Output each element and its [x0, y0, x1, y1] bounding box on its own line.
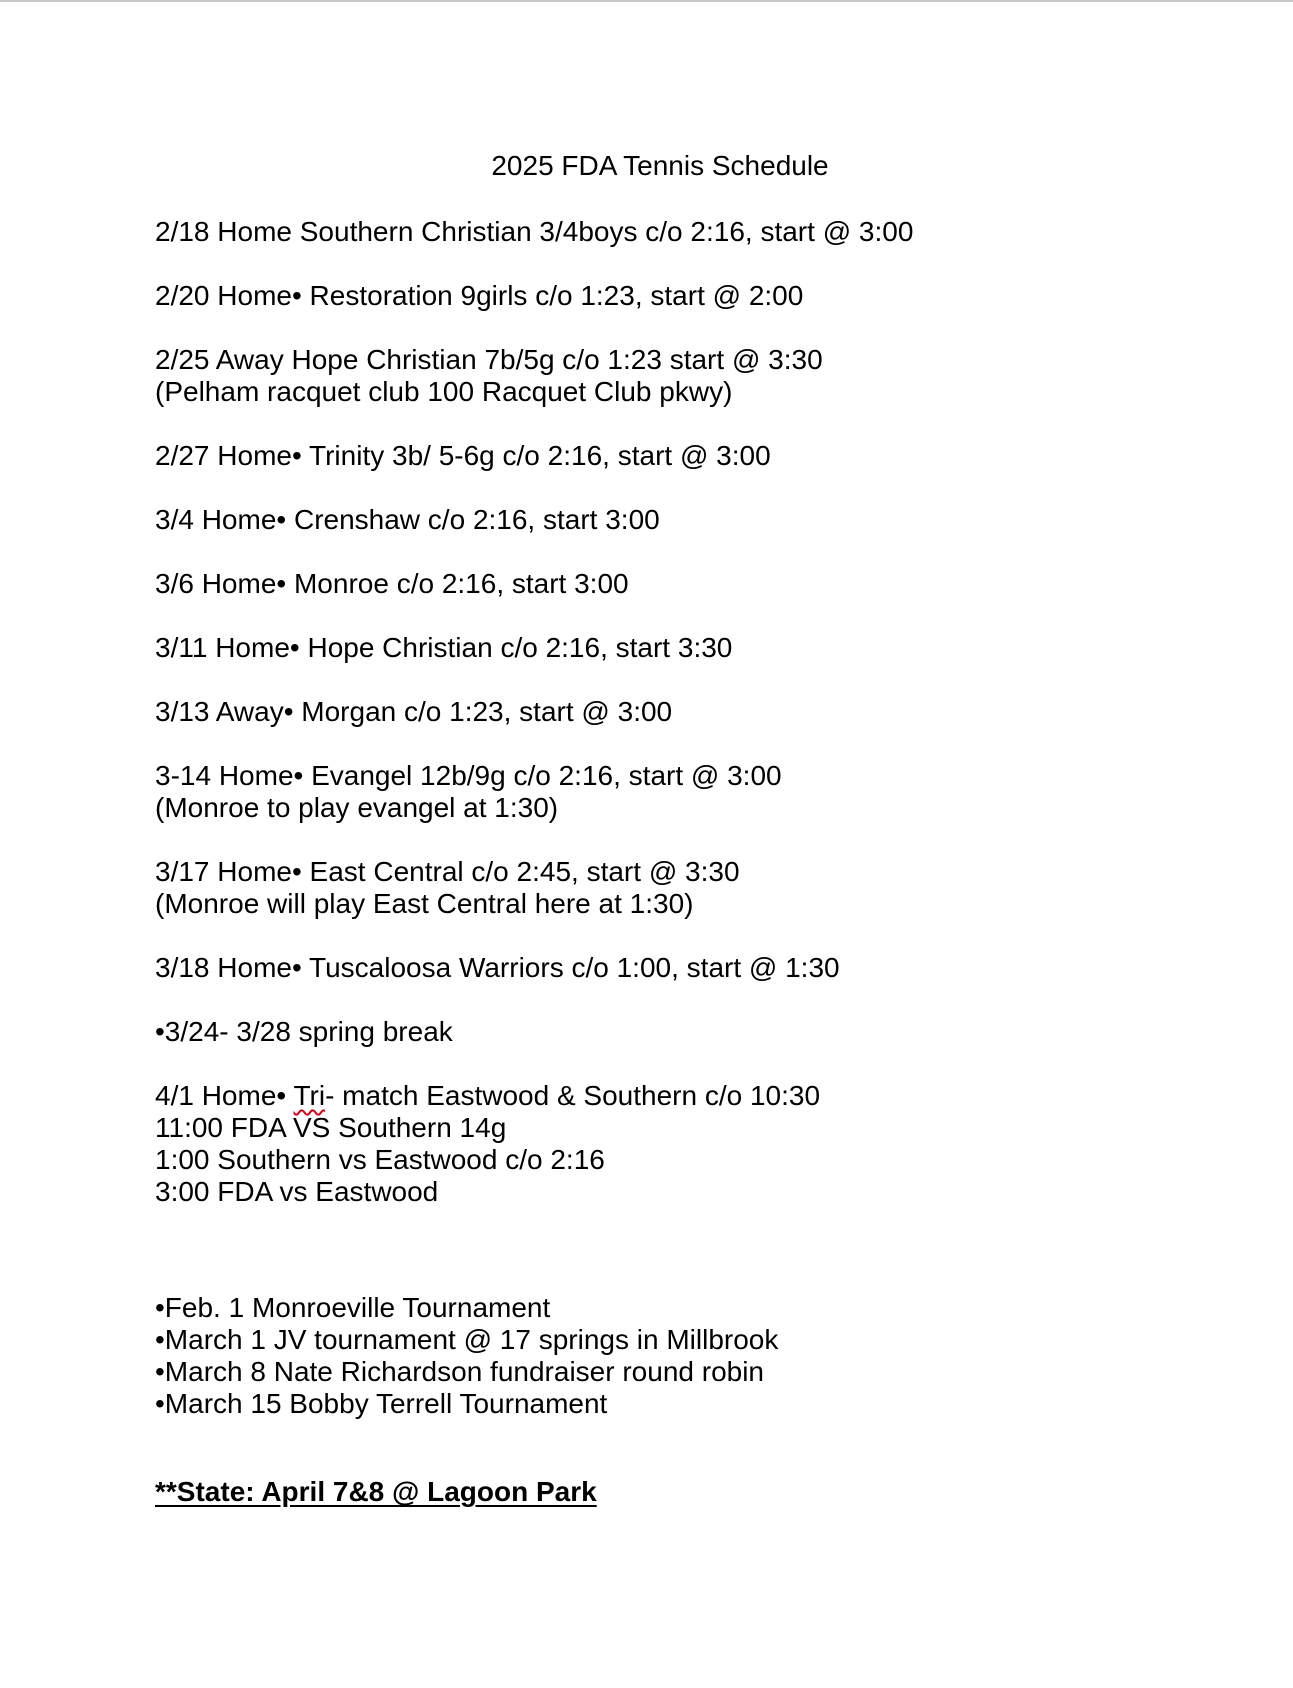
- document-page: 2025 FDA Tennis Schedule 2/18 Home Southern Christian 3/4boys c/o 2:16, start @ 3:00 2/20 Home• Restoration 9girls c/o 1:23, start @ 2:00 2/25 Away Hope Christian 7b/5g c/o 1:23 start @ 3:30 (Pelham racquet club 100 Racquet Club pkwy) 2/27 Home• Trinity 3b/ 5-6g c/o 2:16, start @ 3:00 3/4 Home• Crenshaw c/o 2:16, start 3:00 3/6 Home• Monroe c/o 2:16, start 3:00 3/11 Home• Hope Christian c/o 2:16, start 3:30 3/13 Away• Morgan c/o 1:23, start @ 3:00 3-14 Home• Evangel 12b/9g c/o 2:16, start @ 3:00 (Monroe to play evangel at 1:30) 3/17 Home• East Central c/o 2:45, start @ 3:30 (Monroe will play East Central here at 1:30) 3/18 Home• Tuscaloosa Warriors c/o 1:00, start @ 1:30 •3/24- 3/28 spring break 4/1 Home• Tri- match Eastwood & Southern c/o 10:30 11:00 FDA VS Southern 14g 1:00 Southern vs Eastwood c/o 2:16 3:00 FDA vs Eastwood •Feb. 1 Monroeville Tournament •March 1 JV tournament @ 17 springs in Millbrook •March 8 Nate Richardson fundraiser round robin •March 15 Bobby Terrell Tournament **State: April 7&8 @ Lagoon Park: [155, 150, 1155, 1508]
- tri-match-line: 3:00 FDA vs Eastwood: [155, 1176, 439, 1207]
- schedule-entry: [155, 1016, 1155, 1048]
- entry-line: 2/27 Home• Trinity 3b/ 5-6g c/o 2:16, start @ 3:00: [155, 440, 771, 471]
- tri-match-header: 4/1 Home• Tri- match Eastwood & Southern c/o 10:30: [155, 1080, 821, 1111]
- entry-line: 3/18 Home• Tuscaloosa Warriors c/o 1:00, start @ 1:30: [155, 952, 840, 983]
- match-list: [155, 216, 1155, 1208]
- top-border: [0, 0, 1293, 2]
- schedule-entry: [155, 344, 1155, 408]
- schedule-entry: [155, 216, 1155, 248]
- schedule-entry: [155, 760, 1155, 824]
- event-item: •Feb. 1 Monroeville Tournament: [155, 1292, 551, 1323]
- entry-line: 3-14 Home• Evangel 12b/9g c/o 2:16, start @ 3:00: [155, 760, 782, 791]
- event-list: [155, 1292, 1155, 1420]
- schedule-entry: [155, 952, 1155, 984]
- entry-line: 3/6 Home• Monroe c/o 2:16, start 3:00: [155, 568, 629, 599]
- tri-match-line: 11:00 FDA VS Southern 14g: [155, 1112, 507, 1143]
- schedule-entry: [155, 856, 1155, 920]
- schedule-entry: [155, 440, 1155, 472]
- event-item: •March 15 Bobby Terrell Tournament: [155, 1388, 608, 1419]
- schedule-entry: [155, 568, 1155, 600]
- spellcheck-flagged-word[interactable]: Tri: [293, 1080, 326, 1111]
- entry-line: 2/18 Home Southern Christian 3/4boys c/o 2:16, start @ 3:00: [155, 216, 914, 247]
- entry-note: (Pelham racquet club 100 Racquet Club pkwy): [155, 376, 733, 407]
- entry-note: (Monroe will play East Central here at 1:30): [155, 888, 694, 919]
- event-item: •March 8 Nate Richardson fundraiser round robin: [155, 1356, 764, 1387]
- entry-line: 3/13 Away• Morgan c/o 1:23, start @ 3:00: [155, 696, 673, 727]
- entry-line: 3/4 Home• Crenshaw c/o 2:16, start 3:00: [155, 504, 660, 535]
- entry-line: 3/17 Home• East Central c/o 2:45, start @ 3:30: [155, 856, 740, 887]
- entry-line: •3/24- 3/28 spring break: [155, 1016, 453, 1047]
- schedule-entry: [155, 696, 1155, 728]
- schedule-entry: [155, 280, 1155, 312]
- blank-space: [155, 1420, 1155, 1476]
- event-item: •March 1 JV tournament @ 17 springs in Millbrook: [155, 1324, 779, 1355]
- entry-note: (Monroe to play evangel at 1:30): [155, 792, 559, 823]
- entry-line: 2/20 Home• Restoration 9girls c/o 1:23, start @ 2:00: [155, 280, 804, 311]
- schedule-entry: [155, 632, 1155, 664]
- state-notice: **State: April 7&8 @ Lagoon Park: [155, 1476, 597, 1507]
- schedule-entry: [155, 504, 1155, 536]
- blank-space: [155, 1240, 1155, 1292]
- tri-match-line: 1:00 Southern vs Eastwood c/o 2:16: [155, 1144, 605, 1175]
- tri-match-entry: [155, 1080, 1155, 1208]
- entry-line: 3/11 Home• Hope Christian c/o 2:16, start 3:30: [155, 632, 733, 663]
- entry-line: 2/25 Away Hope Christian 7b/5g c/o 1:23 start @ 3:30: [155, 344, 823, 375]
